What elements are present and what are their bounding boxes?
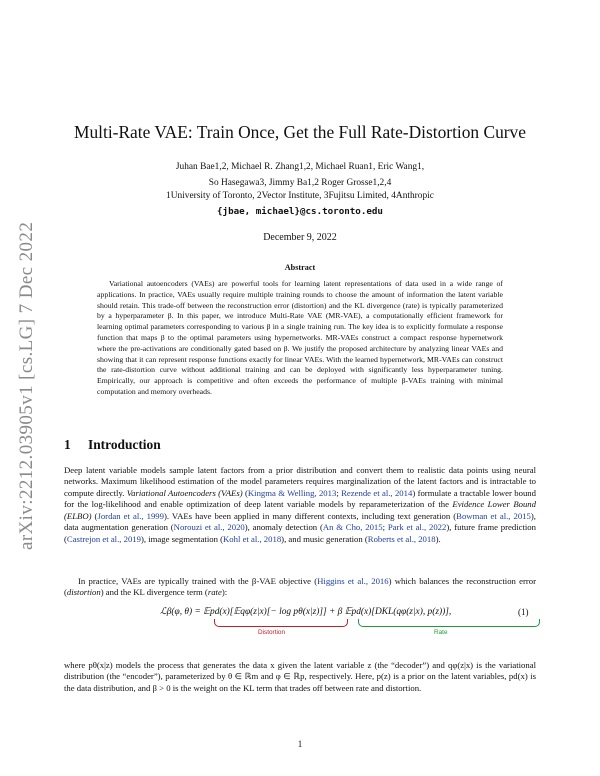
equation-lhs: ℒβ(φ, θ) = — [160, 607, 204, 617]
affiliations: 1University of Toronto, 2Vector Institute, 3Fujitsu Limited, 4Anthropic — [166, 191, 434, 201]
abstract-body: Variational autoencoders (VAEs) are powerful tools for learning latent representations of data used in a wide range of applications. In practice, VAEs usually require multiple training rounds to choose the amount of information the latent variable should retain. This trade-off between the reconstruction error (distortion) and the KL divergence (rate) is typically parameterized by a hyperparameter β. In this paper, we introduce Multi-Rate VAE (MR-VAE), a computationally efficient framework for learning optimal parameters corresponding to various β in a single training run. The key idea is to explicitly formulate a response function that maps β to the optimal parameters using hypernetworks. MR-VAEs construct a compact response hypernetwork where the pre-activations are conditionally gated based on β. We justify the proposed architecture by analyzing linear VAEs and showing that it can represent response functions exactly for linear VAEs. With the learned hypernetwork, MR-VAEs can construct the rate-distortion curve without additional training and can be deployed with significantly less hyperparameter tuning. Empirically, our approach is competitive and often exceeds the performance of multiple β-VAEs training with minimal computation and memory overheads. — [97, 279, 503, 396]
text-span: ) formulate a tractable lower bound for the log-likelihood and enable optimization of deep latent variable models by reparameterization of the — [64, 487, 536, 510]
intro-paragraph-3: where pθ(x|z) models the process that generates the data x given the latent variable z (the “decoder”) and qφ(z|x) is the variational distribution (the “encoder”), parameterized by θ ∈ ℝm and φ ∈ ℝp, respectively. Here, p(z) is a prior on the latent variables, pd(x) is the data distribution, and β > 0 is the weight on the KL term that trades off between rate and distortion. — [64, 660, 536, 693]
authors-line-2: So Hasegawa3, Jimmy Ba1,2 Roger Grosse1,2,4 — [208, 177, 392, 188]
text-span: ), image segmentation ( — [140, 533, 224, 544]
citation-link[interactable]: Norouzi et al., 2020 — [173, 522, 245, 533]
paper-date: December 9, 2022 — [263, 232, 337, 243]
citation-link[interactable]: Rezende et al., 2014 — [341, 487, 413, 498]
text-span: Deep latent variable models sample latent factors from a prior distribution and convert them to realistic data points using neural networks. Maximum likelihood estimation of the model parameters requires marginalization of the latent factors and is intractable to compute directly. — [64, 465, 536, 498]
paper-title: Multi-Rate VAE: Train Once, Get the Full Rate-Distortion Curve — [74, 122, 526, 142]
emphasis-vaes: Variational Autoencoders (VAEs) — [126, 487, 243, 498]
citation-link[interactable]: Jordan et al., 1999 — [97, 510, 164, 521]
emphasis-rate: rate — [207, 587, 222, 598]
section-number: 1 — [64, 437, 71, 452]
rate-label: Rate — [434, 629, 448, 636]
rate-term: 𝔼pd(x)[DKL(qφ(z|x), p(z))], — [344, 607, 452, 617]
rate-underbrace — [358, 619, 540, 627]
authors-line-1: Juhan Bae1,2, Michael R. Zhang1,2, Michael Ruan1, Eric Wang1, — [175, 162, 425, 172]
author-list — [110, 160, 490, 191]
page-number: 1 — [297, 739, 303, 749]
citation-link[interactable]: Park et al., 2022 — [387, 522, 447, 533]
text-span: ), and music generation ( — [281, 533, 368, 544]
distortion-underbrace — [214, 619, 348, 627]
abstract-heading: Abstract — [284, 263, 316, 272]
equation-expression — [160, 606, 451, 617]
citation-link[interactable]: Kohl et al., 2018 — [223, 533, 282, 544]
section-title: Introduction — [88, 437, 161, 452]
intro-paragraph-1: Deep latent variable models sample latent factors from a prior distribution and convert them to realistic data points using neural networks. Maximum likelihood estimation of the model parameters requires marginalization of the latent factors and is intractable to compute directly. Variational Autoencoders (VAEs) (Kingma & Welling, 2013; Rezende et al., 2014) formulate a tractable lower bound for the log-likelihood and enable optimization of deep latent variable models by reparameterization of the Evidence Lower Bound (ELBO) (Jordan et al., 1999). VAEs have been applied in many different contexts, including text generation (Bowman et al., 2015), data augmentation generation (Norouzi et al., 2020), anomaly detection (An & Cho, 2015; Park et al., 2022), future frame prediction (Castrejon et al., 2019), image segmentation (Kohl et al., 2018), and music generation (Roberts et al., 2018). — [64, 465, 536, 544]
equation-number: (1) — [518, 607, 529, 617]
text-span: ), anomaly detection ( — [244, 522, 323, 533]
text-span: ), future frame prediction ( — [64, 522, 536, 544]
contact-email[interactable]: {jbae, michael}@cs.toronto.edu — [217, 206, 383, 217]
text-span: ) which balances the reconstruction error ( — [64, 576, 537, 598]
section-heading-introduction — [64, 437, 161, 453]
text-span: ): — [221, 587, 228, 598]
beta-operator: + β — [326, 607, 345, 617]
citation-link[interactable]: Bowman et al., 2015 — [456, 510, 531, 521]
citation-link[interactable]: Castrejon et al., 2019 — [66, 533, 141, 544]
citation-link[interactable]: Higgins et al., 2016 — [317, 576, 389, 586]
distortion-label: Distortion — [258, 629, 285, 636]
arxiv-stamp-text: arXiv:2212.03905v1 [cs.LG] 7 Dec 2022 — [16, 221, 37, 550]
text-span: In practice, VAEs are typically trained with the β-VAE objective ( — [78, 576, 318, 586]
emphasis-distortion: distortion — [66, 587, 101, 598]
citation-link[interactable]: An & Cho, 2015 — [322, 522, 383, 533]
arxiv-identifier-stamp — [12, 210, 52, 550]
citation-link[interactable]: Roberts et al., 2018 — [367, 533, 436, 544]
text-span: ), data augmentation generation ( — [64, 510, 536, 533]
text-span: ) and the KL divergence term ( — [100, 587, 208, 598]
emphasis-elbo: Evidence Lower Bound (ELBO) — [64, 499, 536, 521]
distortion-term: 𝔼pd(x)[𝔼qφ(z|x)[− log pθ(x|z)]] — [203, 607, 327, 617]
citation-link[interactable]: Kingma & Welling, 2013 — [247, 487, 337, 498]
equation-beta-vae-objective — [160, 603, 540, 647]
intro-paragraph-2 — [64, 576, 536, 599]
text-span: ). VAEs have been applied in many different contexts, including text generation ( — [163, 510, 457, 521]
